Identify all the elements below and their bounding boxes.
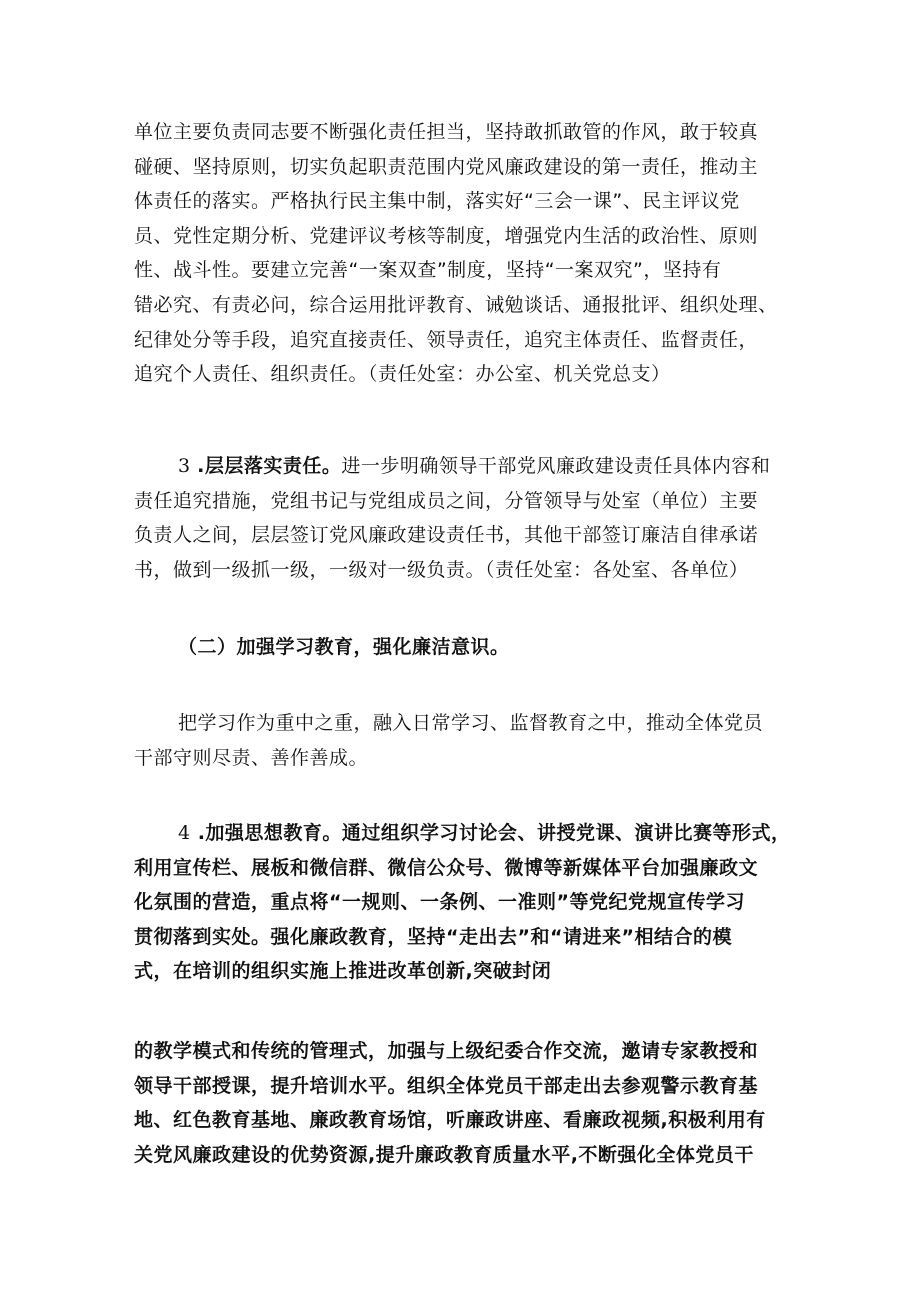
text-line: 书，做到一级抓一级，一级对一级负责。（责任处室：各处室、各单位） <box>134 558 749 581</box>
paragraph-study <box>134 706 794 775</box>
text-line: 员、党性定期分析、党建评议考核等制度，增强党内生活的政治性、原则 <box>134 224 759 247</box>
text-line: 单位主要负责同志要不断强化责任担当，坚持敢抓敢管的作风，敢于较真 <box>134 121 759 143</box>
text-run: 把学习作为重中之重，融入日常学习、监督教育之中，推动全体党员 <box>178 712 764 734</box>
paragraph-layered-responsibility <box>134 449 794 587</box>
item-number: 4 <box>178 822 191 844</box>
text-run: .加强思想教育。通过组织学习讨论会、讲授党课、演讲比赛等形式， <box>197 822 791 844</box>
text-run: 进一步明确领导干部党风廉政建设责任具体内容和 <box>341 455 771 477</box>
paragraph-training <box>134 1034 794 1172</box>
text-line: 性、战斗性。要建立完善“一案双查”制度，坚持“一案双究”，坚持有 <box>134 259 722 282</box>
text-line: 领导干部授课，提升培训水平。组织全体党员干部走出去参观警示教育基 <box>134 1074 759 1097</box>
text-line: 的教学模式和传统的管理式，加强与上级纪委合作交流，邀请专家教授和 <box>134 1040 759 1062</box>
paragraph-ideological-education <box>134 816 794 989</box>
text-line: 利用宣传栏、展板和微信群、微信公众号、微博等新媒体平台加强廉政文 <box>134 856 759 879</box>
text-line: 纪律处分等手段，追究直接责任、领导责任，追究主体责任、监督责任， <box>134 328 759 351</box>
text-line: 错必究、有责必问，综合运用批评教育、诫勉谈话、通报批评、组织处理、 <box>134 293 778 316</box>
paragraph-responsibility <box>134 115 794 392</box>
text-line: 关党风廉政建设的优势资源,提升廉政教育质量水平,不断强化全体党员干 <box>134 1143 754 1166</box>
text-line: 体责任的落实。严格执行民主集中制，落实好“三会一课”、民主评议党 <box>134 190 740 213</box>
text-line: 化氛围的营造，重点将“一规则、一条例、一准则”等党纪党规宣传学习 <box>134 891 745 914</box>
text-line: 地、红色教育基地、廉政教育场馆，听廉政讲座、看廉政视频,积极利用有 <box>134 1109 766 1132</box>
text-line: 追究个人责任、组织责任。（责任处室：办公室、机关党总支） <box>134 363 671 386</box>
text-line <box>134 449 794 484</box>
text-line: 负责人之间，层层签订党风廉政建设责任书，其他干部签订廉洁自律承诺 <box>134 524 759 547</box>
item-heading: .层层落实责任。 <box>197 455 342 477</box>
text-line: 碰硬、坚持原则，切实负起职责范围内党风廉政建设的第一责任，推动主 <box>134 155 759 178</box>
text-line: 责任追究措施，党组书记与党组成员之间，分管领导与处室（单位）主要 <box>134 489 759 512</box>
text-line: 式，在培训的组织实施上推进改革创新,突破封闭 <box>134 960 552 983</box>
text-line: 贯彻落到实处。强化廉政教育，坚持“走出去”和“请进来”相结合的模 <box>134 925 732 948</box>
text-line <box>134 706 794 741</box>
item-number: 3 <box>178 455 191 477</box>
text-line: 干部守则尽责、善作善成。 <box>134 746 369 769</box>
section-heading: （二）加强学习教育，强化廉洁意识。 <box>178 636 510 658</box>
text-line <box>134 816 794 851</box>
